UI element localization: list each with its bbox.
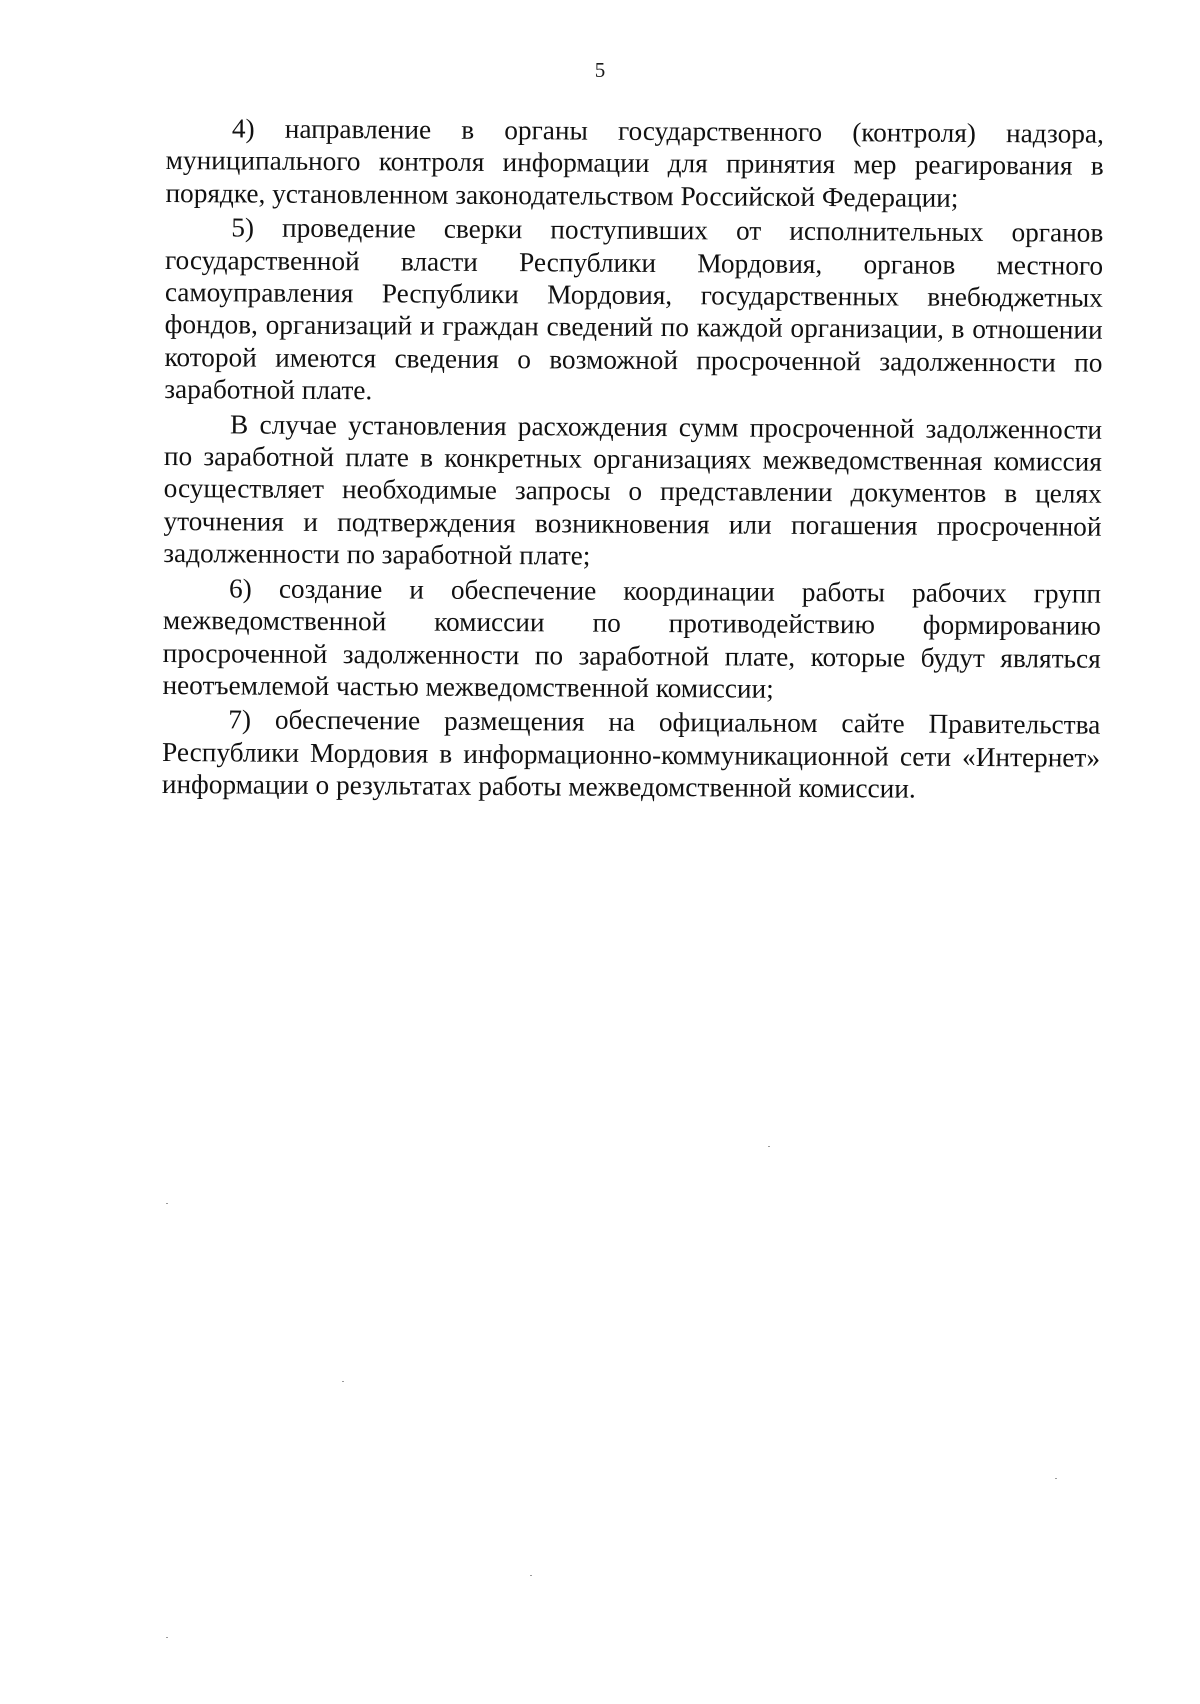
paragraph-item-5: 5) проведение сверки поступивших от исполнительных органов государственной власти Республики Мордовия, органов местного самоуправления Республики Мордовия, государственных внебюджетных фондов, организаций и граждан сведений по каждой организации, в отношении которой имеются сведения о возможной просроченной задолженности по заработной плате. bbox=[164, 212, 1104, 406]
scan-speck bbox=[530, 1575, 532, 1576]
paragraph-item-4: 4) направление в органы государственного (контроля) надзора, муниципального контроля информации для принятия мер реагирования в порядке, установленном законодательством Российской Федерации; bbox=[165, 113, 1104, 213]
paragraph-discrepancy: В случае установления расхождения сумм просроченной задолженности по заработной плате в конкретных организациях межведомственная комиссия осуществляет необходимые запросы о представлении документов в целях уточнения и подтверждения возникновения или погашения просроченной задолженности по заработной плате; bbox=[163, 409, 1103, 571]
scan-speck bbox=[768, 1146, 770, 1147]
document-body bbox=[162, 112, 1104, 806]
scan-speck bbox=[166, 1203, 168, 1204]
scan-speck bbox=[166, 1637, 168, 1638]
paragraph-item-7: 7) обеспечение размещения на официальном сайте Правительства Республики Мордовия в информационно-коммуникационной сети «Интернет» информации о результатах работы межведомственной комиссии. bbox=[161, 704, 1101, 804]
paragraph-item-6: 6) создание и обеспечение координации работы рабочих групп межведомственной комиссии по противодействию формированию просроченной задолженности по заработной плате, которые будут являться неотъемлемой частью межведомственной комиссии; bbox=[162, 573, 1102, 704]
scan-speck bbox=[342, 1381, 344, 1382]
page-number: 5 bbox=[594, 58, 606, 82]
scan-speck bbox=[1055, 1478, 1057, 1479]
